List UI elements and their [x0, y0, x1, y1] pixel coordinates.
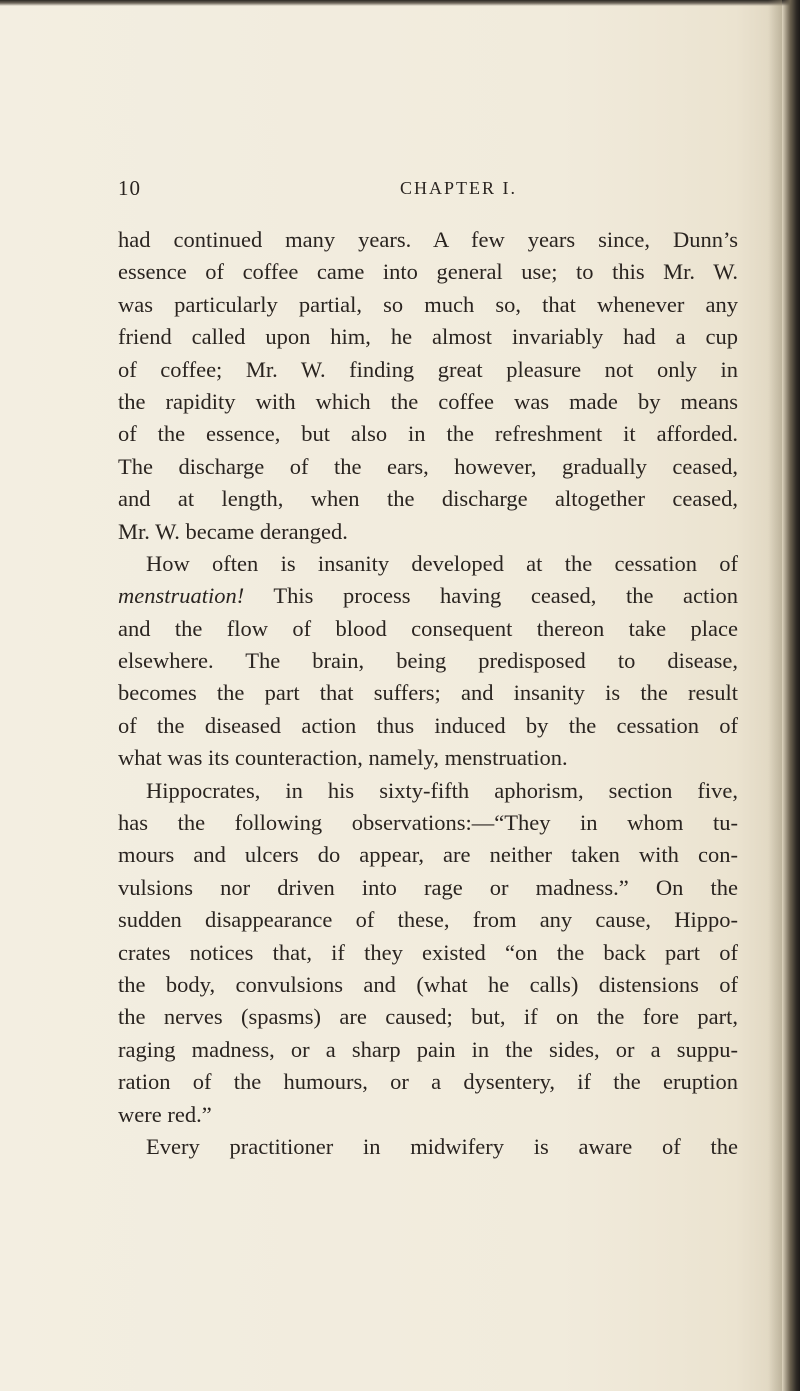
text-line: ration of the humours, or a dysentery, if the eruption	[118, 1069, 738, 1095]
text-line: and the flow of blood consequent thereon take place	[118, 615, 738, 641]
text-line: of the essence, but also in the refreshment it afforded.	[118, 421, 738, 447]
text-line: were red.”	[118, 1101, 212, 1127]
page-number: 10	[118, 176, 141, 200]
text-line: of the diseased action thus induced by the cessation of	[118, 712, 738, 738]
text-line: mours and ulcers do appear, are neither taken with con-	[118, 842, 738, 868]
text-line: becomes the part that suffers; and insanity is the result	[118, 680, 738, 706]
text-line: Hippocrates, in his sixty-fifth aphorism, section five,	[146, 777, 738, 803]
text-line: had continued many years. A few years since, Dunn’s	[118, 227, 738, 252]
text-span: This process having ceased, the action	[273, 583, 739, 609]
text-line: How often is insanity developed at the cessation of	[146, 550, 738, 576]
text-line: friend called upon him, he almost invariably had a cup	[118, 324, 738, 350]
text-line: the body, convulsions and (what he calls) distensions of	[118, 971, 738, 997]
body-text	[118, 224, 738, 1163]
text-line: Every practitioner in midwifery is aware of the	[146, 1133, 738, 1159]
text-line: Mr. W. became deranged.	[118, 518, 348, 544]
text-line: was particularly partial, so much so, that whenever any	[118, 291, 738, 317]
page-binding-edge	[782, 0, 800, 1391]
text-line: The discharge of the ears, however, gradually ceased,	[118, 453, 738, 479]
text-line: raging madness, or a sharp pain in the sides, or a suppu-	[118, 1036, 738, 1062]
text-line-mixed	[118, 580, 738, 612]
text-line: and at length, when the discharge altogether ceased,	[118, 486, 738, 512]
text-line: essence of coffee came into general use; to this Mr. W.	[118, 259, 738, 285]
italic-phrase: menstruation!	[118, 583, 245, 609]
text-line: vulsions nor driven into rage or madness.” On the	[118, 874, 738, 900]
text-line: crates notices that, if they existed “on the back part of	[118, 939, 738, 965]
text-line: elsewhere. The brain, being predisposed to disease,	[118, 648, 738, 674]
page-header	[118, 176, 718, 206]
text-line: sudden disappearance of these, from any cause, Hippo-	[118, 907, 738, 933]
text-line: what was its counteraction, namely, menstruation.	[118, 745, 568, 771]
text-line: has the following observations:—“They in whom tu-	[118, 810, 738, 836]
text-line: the nerves (spasms) are caused; but, if on the fore part,	[118, 1004, 738, 1030]
binding-shadow	[768, 0, 782, 1391]
page-top-edge	[0, 0, 800, 6]
text-line: the rapidity with which the coffee was made by means	[118, 388, 738, 414]
running-head: CHAPTER I.	[400, 178, 518, 198]
text-line: of coffee; Mr. W. finding great pleasure not only in	[118, 356, 738, 382]
